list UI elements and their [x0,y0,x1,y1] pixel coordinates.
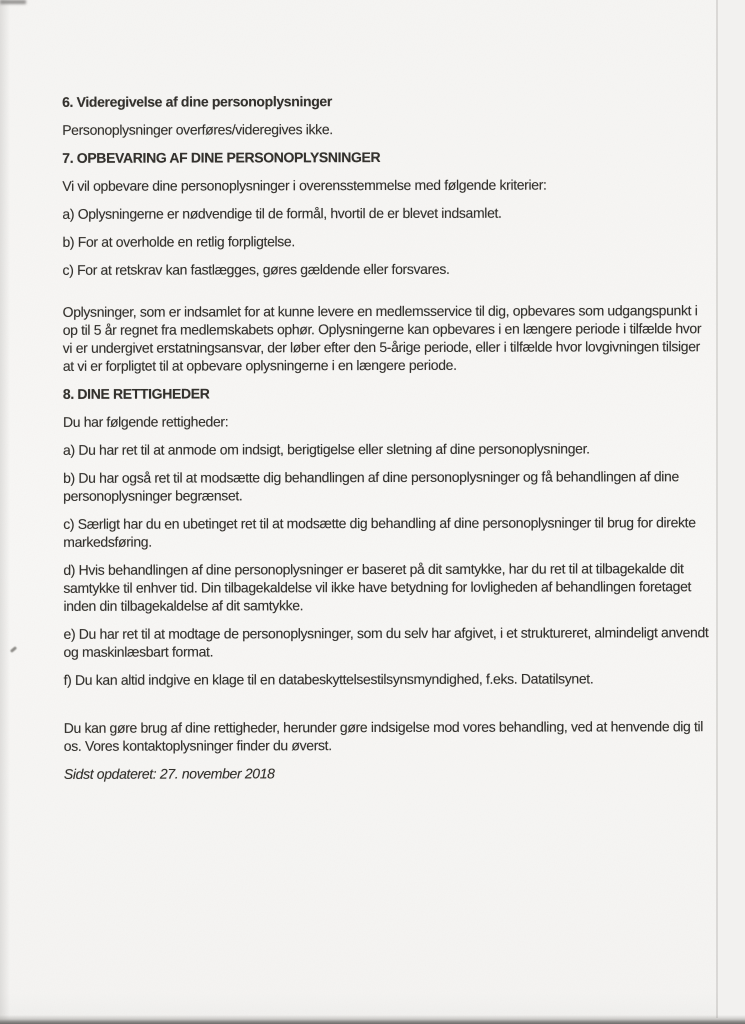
para-right-c: c) Særligt har du en ubetinget ret til at modsætte dig behandling af dine personoplysninger til brug for direkte markedsføring. [63,514,696,550]
scan-edge-bottom [0,1015,745,1024]
para-right-d: d) Hvis behandlingen af dine personoplysninger er baseret på dit samtykke, har du ret til at tilbagekalde dit samtykke til enhver tid. Din tilbagekaldelse vil ikke have betydning for lovligheden af behandlingen foretaget inden din tilbagekaldelse af dit samtykke. [63,560,692,614]
para-criteria-b: b) For at overholde en retlig forpligtelse. [62,233,295,250]
para-criteria-a: a) Oplysningerne er nødvendige til de formål, hvortil de er blevet indsamlet. [62,204,502,222]
para-right-a: a) Du har ret til at anmode om indsigt, berigtigelse eller sletning af dine personoplysninger. [62,440,590,458]
para-rights-intro: Du har følgende rettigheder: [62,413,229,430]
para-right-f: f) Du kan altid indgive en klage til en databeskyttelsestilsynsmyndighed, f.eks. Datatilsynet. [63,670,594,688]
para-criteria-intro: Vi vil opbevare dine personoplysninger i overensstemmelse med følgende kriterier: [62,176,547,194]
para-last-updated: Sidst opdateret: 27. november 2018 [63,765,275,782]
heading-section-6: 6. Videregivelse af dine personoplysninger [62,93,332,110]
para-contact: Du kan gøre brug af dine rettigheder, herunder gøre indsigelse mod vores behandling, ved at henvende dig til os. Vores kontaktoplysninger finder du øverst. [63,718,704,754]
para-retention: Oplysninger, som er indsamlet for at kunne levere en medlemsservice til dig, opbevares som udgangspunkt i op til 5 år regnet fra medlemskabets ophør. Oplysningerne kan opbevares i en længere periode i tilfælde hvor vi er undergivet erstatningsansvar, der løber efter den 5-årige periode, eller i tilfælde hvor lovgivningen tilsiger at vi er forpligtet til at opbevare oplysningerne i en længere periode. [62,302,702,374]
scan-corner-mark [0,0,26,4]
scan-speck [10,646,17,653]
scan-edge-right-shade [718,0,745,1018]
heading-section-7: 7. OPBEVARING AF DINE PERSONOPLYSNINGER [62,149,381,166]
para-right-e: e) Du har ret til at modtage de personoplysninger, som du selv har afgivet, i et struktureret, almindeligt anvendt og maskinlæsbart format. [63,624,709,660]
paper-edge-line [716,0,718,1018]
scan-edge-left [0,0,10,1024]
heading-section-8: 8. DINE RETTIGHEDER [62,385,210,402]
para-right-b: b) Du har også ret til at modsætte dig behandlingen af dine personoplysninger og få behandlingen af dine personoplysninger begrænset. [63,468,679,504]
document-body [62,91,714,793]
para-no-transfer: Personoplysninger overføres/videregives ikke. [62,121,333,138]
para-criteria-c: c) For at retskrav kan fastlægges, gøres gældende eller forsvares. [62,260,450,278]
